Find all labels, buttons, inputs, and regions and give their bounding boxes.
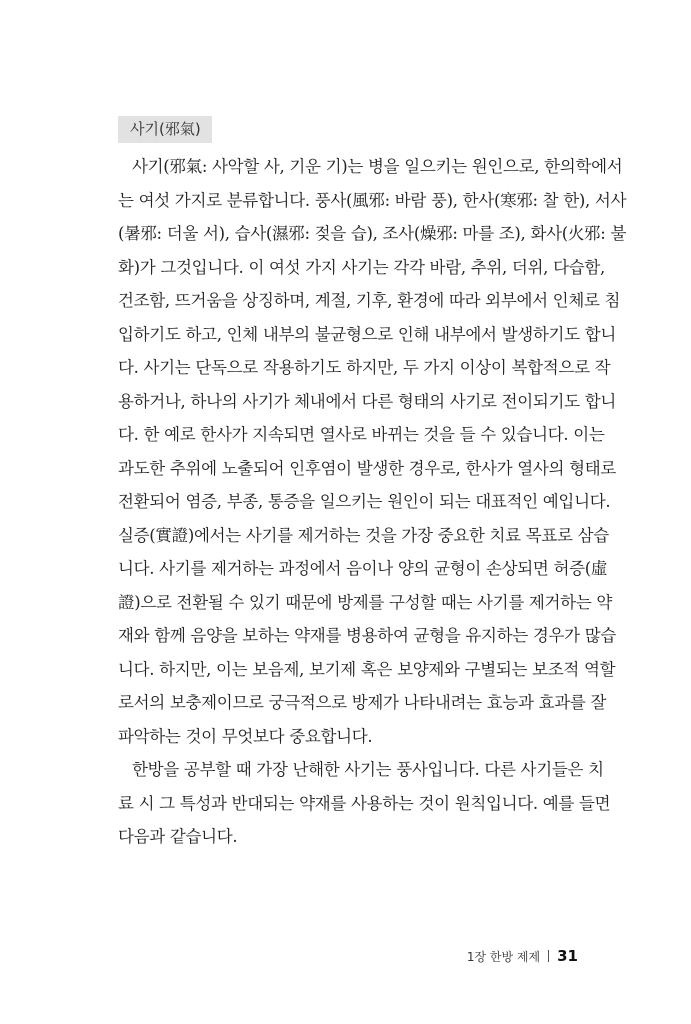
text-line: 재와 함께 음양을 보하는 약재를 병용하여 균형을 유지하는 경우가 많습 bbox=[118, 626, 617, 645]
section-heading: 사기(邪氣) bbox=[118, 116, 212, 143]
text-line: 다. 사기는 단독으로 작용하기도 하지만, 두 가지 이상이 복합적으로 작 bbox=[118, 358, 611, 377]
text-line: 사기(邪氣: 사악할 사, 기운 기)는 병을 일으키는 원인으로, 한의학에서 bbox=[132, 157, 623, 176]
text-line: (暑邪: 더울 서), 습사(濕邪: 젖을 습), 조사(燥邪: 마를 조), 화사(火邪: 불 bbox=[118, 224, 627, 243]
text-line: 입하기도 하고, 인체 내부의 불균형으로 인해 내부에서 발생하기도 합니 bbox=[118, 324, 617, 344]
text-line: 니다. 하지만, 이는 보음제, 보기제 혹은 보양제와 구별되는 보조적 역할 bbox=[118, 659, 616, 679]
text-line: 실증(實證)에서는 사기를 제거하는 것을 가장 중요한 치료 목표로 삼습 bbox=[118, 525, 609, 545]
text-line: 파악하는 것이 무엇보다 중요합니다. bbox=[118, 726, 373, 746]
page-footer bbox=[467, 947, 578, 965]
text-line: 니다. 사기를 제거하는 과정에서 음이나 양의 균형이 손상되면 허증(虛 bbox=[118, 559, 608, 578]
text-line: 證)으로 전환될 수 있기 때문에 방제를 구성할 때는 사기를 제거하는 약 bbox=[118, 592, 613, 612]
text-line: 한방을 공부할 때 가장 난해한 사기는 풍사입니다. 다른 사기들은 치 bbox=[132, 760, 604, 779]
text-line: 용하거나, 하나의 사기가 체내에서 다른 형태의 사기로 전이되기도 합니 bbox=[118, 391, 617, 411]
text-line: 료 시 그 특성과 반대되는 약재를 사용하는 것이 원칙입니다. 예를 들면 bbox=[118, 793, 611, 813]
text-line: 화)가 그것입니다. 이 여섯 가지 사기는 각각 바람, 추위, 더위, 다습함, bbox=[118, 257, 605, 277]
text-line: 과도한 추위에 노출되어 인후염이 발생한 경우로, 한사가 열사의 형태로 bbox=[118, 458, 617, 478]
text-line: 다. 한 예로 한사가 지속되면 열사로 바뀌는 것을 들 수 있습니다. 이는 bbox=[118, 425, 605, 444]
text-line: 로서의 보충제이므로 궁극적으로 방제가 나타내려는 효능과 효과를 잘 bbox=[118, 693, 607, 712]
text-line: 는 여섯 가지로 분류합니다. 풍사(風邪: 바람 풍), 한사(寒邪: 찰 한), 서사 bbox=[118, 190, 627, 210]
body-text bbox=[118, 150, 627, 854]
text-line: 건조함, 뜨거움을 상징하며, 계절, 기후, 환경에 따라 외부에서 인체로 침 bbox=[118, 291, 621, 310]
text-line: 다음과 같습니다. bbox=[118, 827, 238, 846]
page-number: 31 bbox=[557, 947, 578, 965]
chapter-title: 1장 한방 제제 bbox=[466, 949, 541, 964]
footer-divider bbox=[548, 950, 549, 962]
text-line: 전환되어 염증, 부종, 통증을 일으키는 원인이 되는 대표적인 예입니다. bbox=[118, 492, 611, 511]
